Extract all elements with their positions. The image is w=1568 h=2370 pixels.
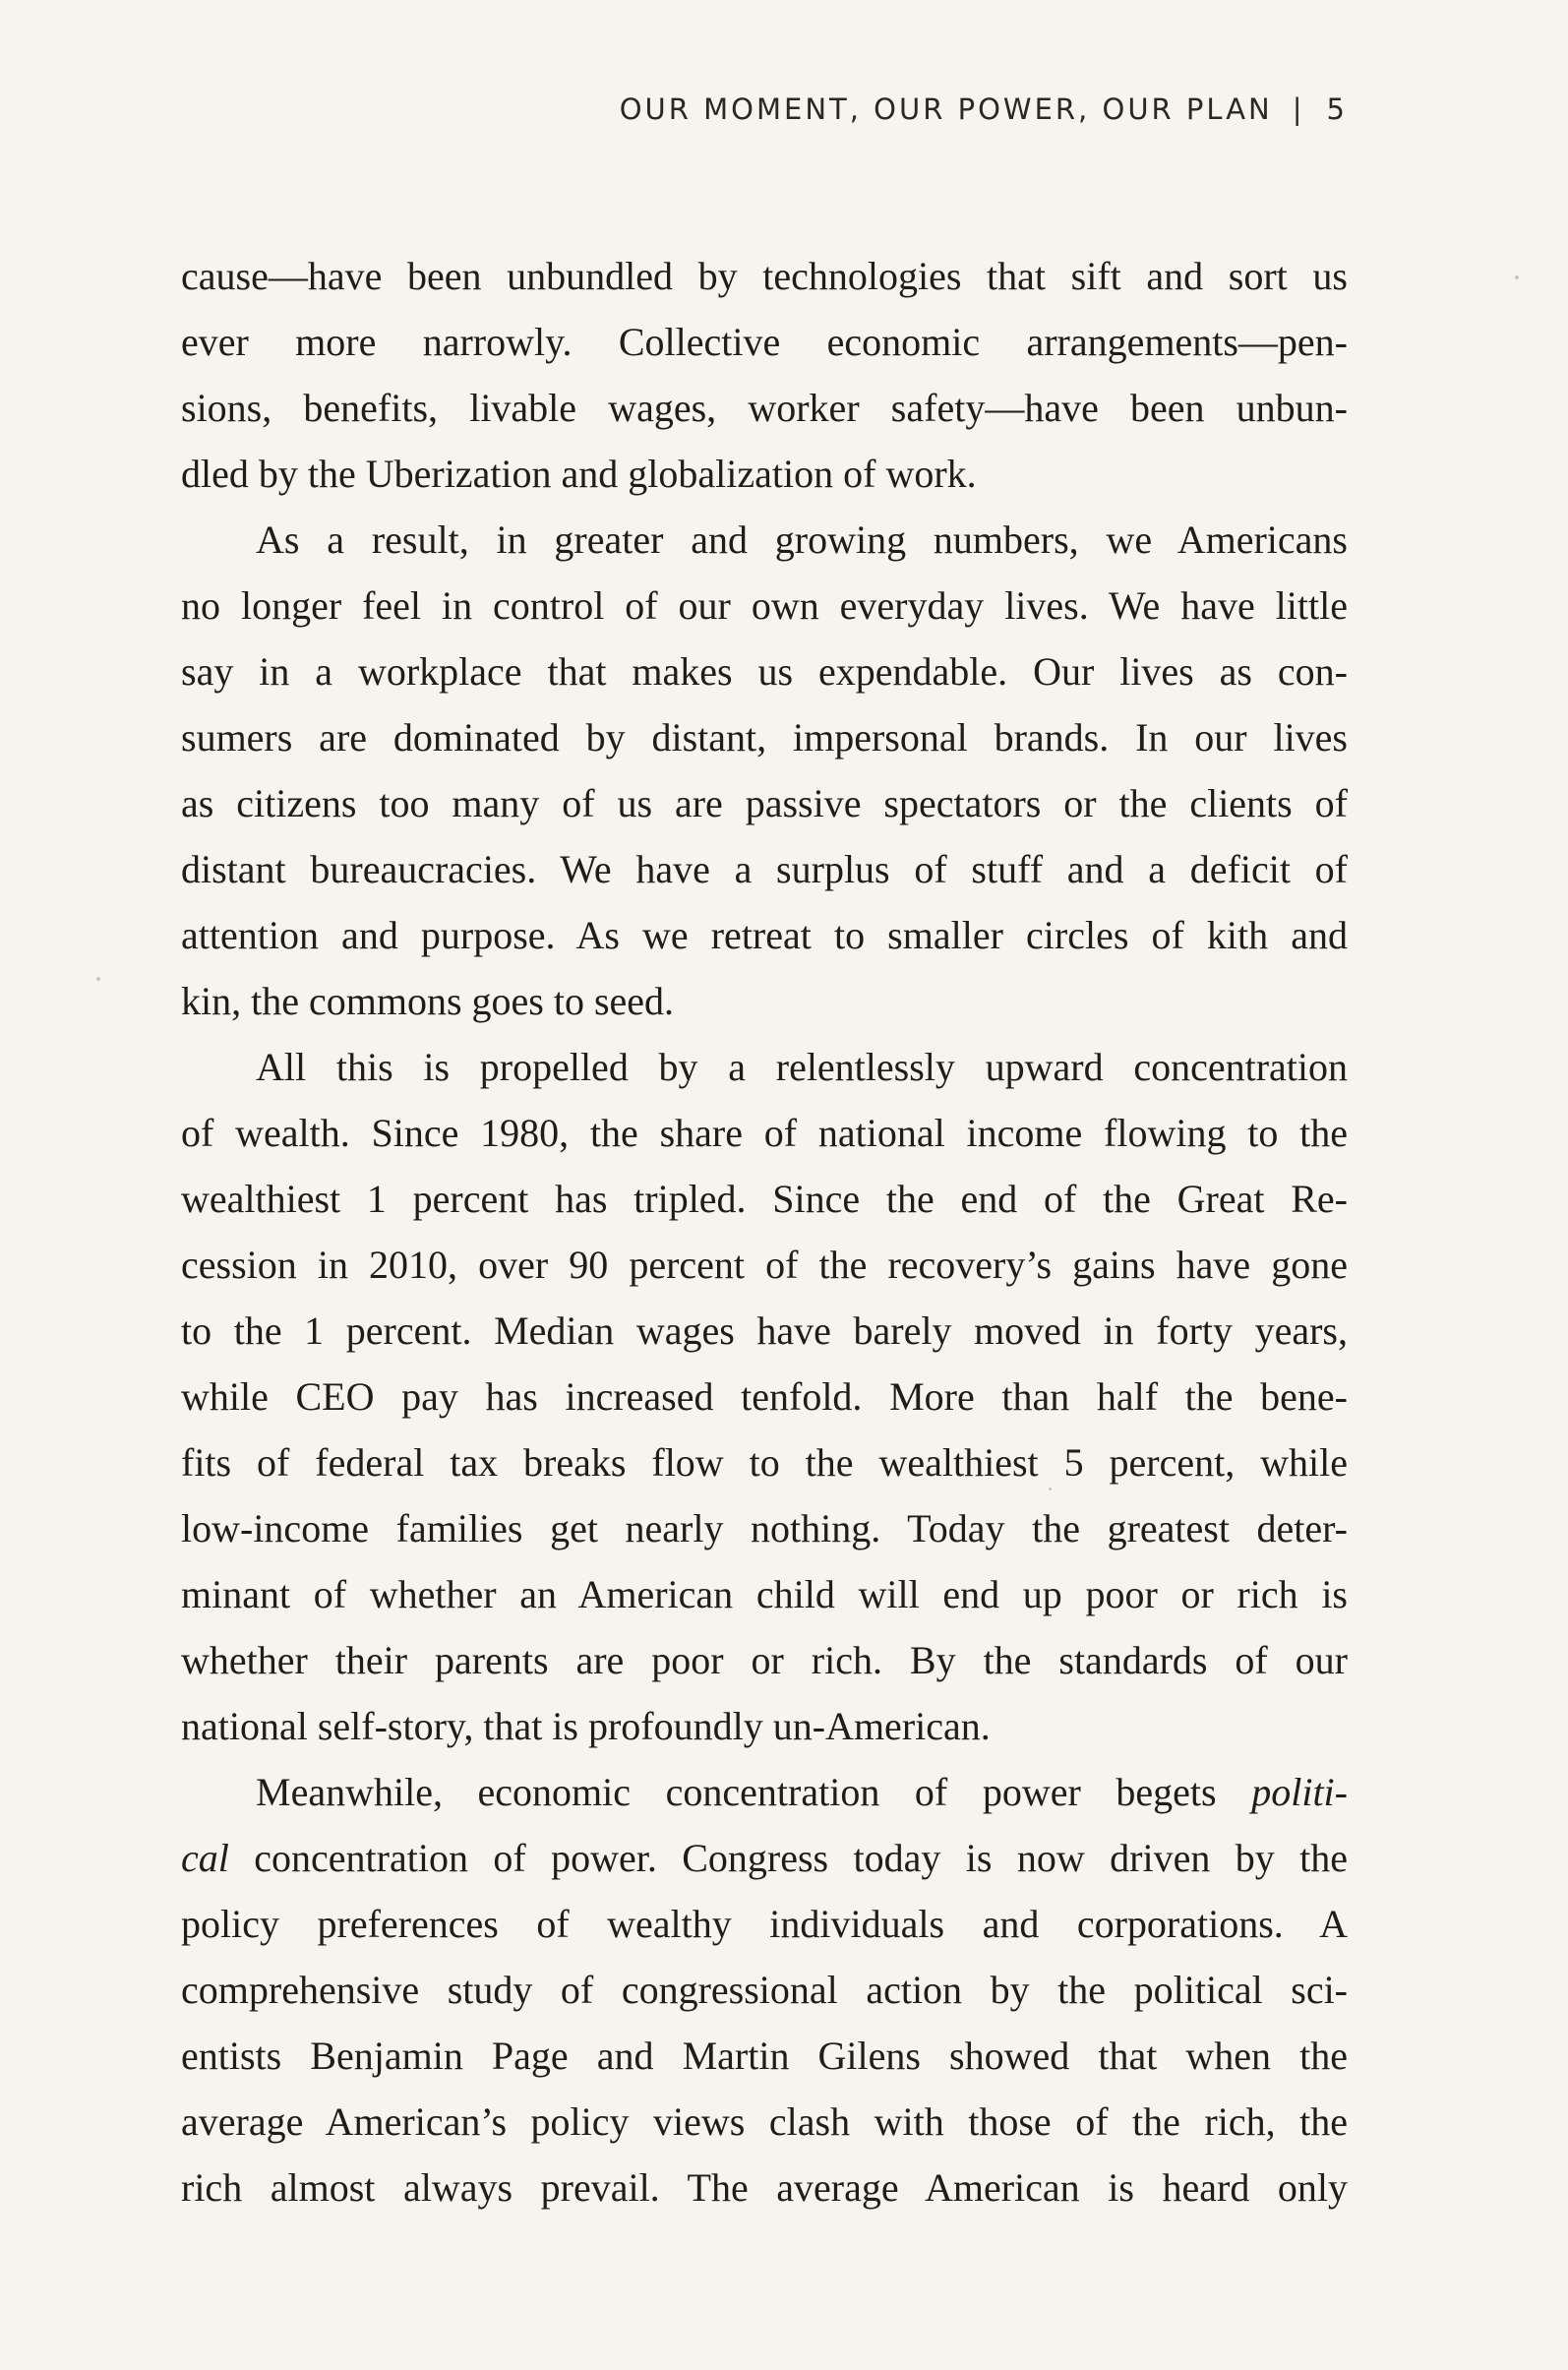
text-line: rich almost always prevail. The average American is heard only xyxy=(181,2165,1348,2210)
scan-speck xyxy=(1049,1488,1052,1490)
scan-speck xyxy=(1515,275,1519,279)
text-line: kin, the commons goes to seed. xyxy=(181,979,675,1023)
text-line: national self-story, that is profoundly un-American. xyxy=(181,1704,991,1748)
text-line: no longer feel in control of our own everyday lives. We have little xyxy=(181,583,1348,628)
running-header xyxy=(620,92,1348,126)
text-line: distant bureaucracies. We have a surplus of stuff and a deficit of xyxy=(181,847,1348,891)
text-line: average American’s policy views clash with those of the rich, the xyxy=(181,2099,1348,2144)
text-line: entists Benjamin Page and Martin Gilens showed that when the xyxy=(181,2034,1348,2078)
page-number: 5 xyxy=(1326,92,1348,126)
text-line: whether their parents are poor or rich. By the standards of our xyxy=(181,1638,1348,1682)
scan-speck xyxy=(96,977,100,981)
text-line: All this is propelled by a relentlessly upward concentration xyxy=(256,1045,1348,1089)
text-line: cause—have been unbundled by technologies that sift and sort us xyxy=(181,254,1348,298)
text-line: of wealth. Since 1980, the share of national income flowing to the xyxy=(181,1111,1348,1155)
body-text xyxy=(181,243,1348,2220)
text-line: while CEO pay has increased tenfold. More than half the bene- xyxy=(181,1374,1348,1419)
text-line: cession in 2010, over 90 percent of the recovery’s gains have gone xyxy=(181,1243,1348,1287)
header-separator: | xyxy=(1292,92,1305,126)
text-line: say in a workplace that makes us expendable. Our lives as con- xyxy=(181,649,1348,694)
italic-run: politi- xyxy=(1251,1770,1348,1814)
text-line: policy preferences of wealthy individuals and corporations. A xyxy=(181,1902,1348,1946)
running-title: OUR MOMENT, OUR POWER, OUR PLAN xyxy=(619,92,1273,126)
text-line: attention and purpose. As we retreat to smaller circles of kith and xyxy=(181,913,1348,957)
text-line: low-income families get nearly nothing. Today the greatest deter- xyxy=(181,1506,1348,1550)
text-line xyxy=(181,1825,1348,1891)
text-line: sumers are dominated by distant, impersonal brands. In our lives xyxy=(181,715,1348,760)
text-line: wealthiest 1 percent has tripled. Since the end of the Great Re- xyxy=(181,1177,1348,1221)
text-line: fits of federal tax breaks flow to the wealthiest 5 percent, while xyxy=(181,1440,1348,1485)
text-line: ever more narrowly. Collective economic arrangements—pen- xyxy=(181,320,1348,364)
text-run: Meanwhile, economic concentration of power begets xyxy=(256,1770,1252,1814)
text-line: minant of whether an American child will end up poor or rich is xyxy=(181,1572,1348,1616)
text-line xyxy=(181,1759,1348,1825)
text-line: comprehensive study of congressional action by the political sci- xyxy=(181,1968,1348,2012)
text-line: to the 1 percent. Median wages have barely moved in forty years, xyxy=(181,1308,1348,1353)
text-line: as citizens too many of us are passive spectators or the clients of xyxy=(181,781,1348,825)
text-line: As a result, in greater and growing numbers, we Americans xyxy=(256,517,1348,562)
text-line: sions, benefits, livable wages, worker safety—have been unbun- xyxy=(181,386,1348,430)
text-run: concentration of power. Congress today is now driven by the xyxy=(228,1836,1348,1880)
italic-run: cal xyxy=(181,1836,229,1880)
text-line: dled by the Uberization and globalization of work. xyxy=(181,452,977,496)
